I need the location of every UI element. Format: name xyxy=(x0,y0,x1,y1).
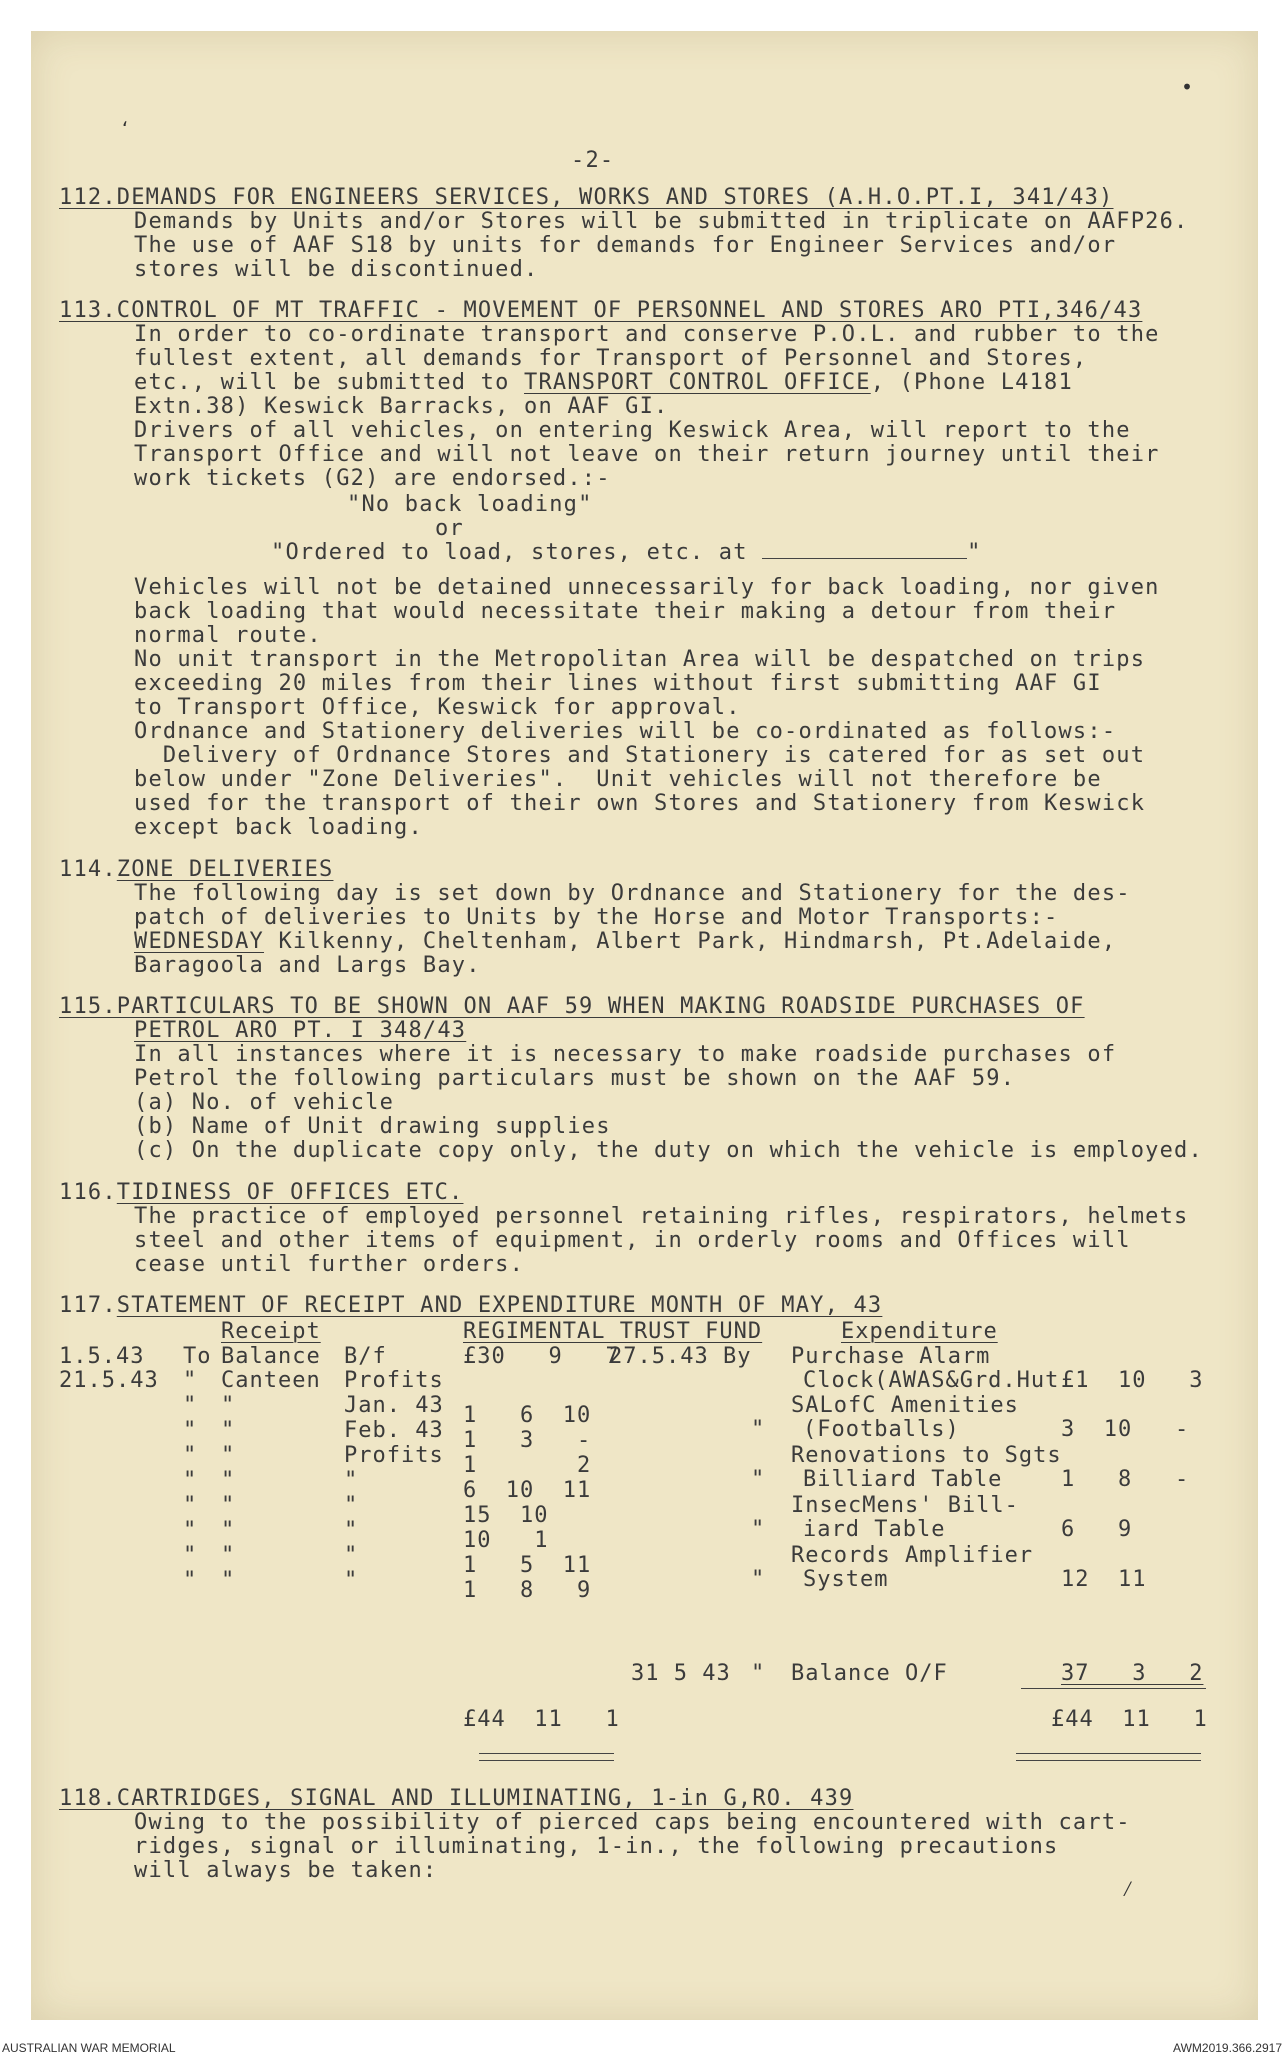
receipt-amount: 1 6 10 xyxy=(463,1403,592,1428)
expenditure-item: Renovations to Sgts xyxy=(791,1443,1062,1468)
text: , (Phone L4181 xyxy=(870,370,1073,395)
receipt-item: " xyxy=(221,1393,236,1418)
para-115-line: In all instances where it is necessary to make roadside purchases of xyxy=(134,1042,1117,1067)
num: 116. xyxy=(59,1180,117,1205)
receipt-detail: Feb. 43 xyxy=(344,1418,444,1443)
receipt-total: £44 11 1 xyxy=(463,1707,620,1732)
double-rule xyxy=(479,1760,614,1761)
receipt-item: " xyxy=(221,1468,236,1493)
expenditure-amount: 6 9 xyxy=(1061,1517,1133,1542)
expenditure-item: InsecMens' Bill- xyxy=(791,1493,1019,1518)
expenditure-item: Records Amplifier xyxy=(791,1543,1034,1568)
num: 114. xyxy=(59,857,117,882)
text: "Ordered to load, stores, etc. at xyxy=(271,540,763,565)
expenditure-item: (Footballs) xyxy=(803,1417,960,1442)
day: WEDNESDAY xyxy=(134,929,265,954)
para-116-line: cease until further orders. xyxy=(134,1252,525,1277)
expenditure-item: System xyxy=(803,1567,889,1592)
expenditure-amount: 12 11 xyxy=(1061,1567,1147,1592)
rule xyxy=(1021,1688,1206,1689)
double-rule xyxy=(479,1753,614,1754)
receipt-amount: 1 2 xyxy=(463,1453,592,1478)
para-113-line: Drivers of all vehicles, on entering Keswick Area, will report to the xyxy=(134,418,1131,443)
receipt-to: To xyxy=(183,1344,212,1369)
receipt-to: " xyxy=(183,1468,198,1493)
para-114-line xyxy=(134,930,1116,955)
expenditure-item: Billiard Table xyxy=(803,1467,1003,1492)
expenditure-mark: " xyxy=(751,1417,766,1442)
expenditure-item: Purchase Alarm xyxy=(791,1344,991,1369)
receipt-to: " xyxy=(183,1443,198,1468)
receipt-date: 21.5.43 xyxy=(59,1368,159,1393)
expenditure-item: Clock(AWAS&Grd.Hut xyxy=(803,1368,1060,1393)
margin-mark: • xyxy=(1181,75,1194,99)
text: " xyxy=(967,540,982,565)
para-114-line: The following day is set down by Ordnance and Stationery for the des- xyxy=(134,881,1131,906)
receipt-detail: Profits xyxy=(344,1368,444,1393)
tco-underlined: TRANSPORT CONTROL OFFICE xyxy=(524,370,871,395)
receipt-item: Balance xyxy=(221,1344,321,1369)
receipt-item: " xyxy=(221,1518,236,1543)
receipt-to: " xyxy=(183,1518,198,1543)
balance-amount: 37 3 2 xyxy=(1061,1661,1204,1686)
para-115-line: Petrol the following particulars must be shown on the AAF 59. xyxy=(134,1066,1016,1091)
para-113-line: Delivery of Ordnance Stores and Stationery is catered for as set out xyxy=(134,743,1146,768)
para-113-line: used for the transport of their own Stores and Stationery from Keswick xyxy=(134,791,1146,816)
double-rule xyxy=(1016,1760,1201,1761)
para-115-line: (a) No. of vehicle xyxy=(134,1090,395,1115)
receipt-to: " xyxy=(183,1543,198,1568)
expenditure-mark: " xyxy=(751,1517,766,1542)
expenditure-amount: 1 8 - xyxy=(1061,1467,1190,1492)
para-115-line: (b) Name of Unit drawing supplies xyxy=(134,1114,611,1139)
para-113-heading: 113.CONTROL OF MT TRAFFIC - MOVEMENT OF PERSONNEL AND STORES ARO PTI,346/43 xyxy=(59,298,1143,323)
para-112-line: stores will be discontinued. xyxy=(134,257,539,282)
receipt-detail: " xyxy=(344,1568,359,1593)
document-sheet xyxy=(31,31,1258,2020)
para-116-line: steel and other items of equipment, in orderly rooms and Offices will xyxy=(134,1228,1131,1253)
receipt-amount: 15 10 xyxy=(463,1503,549,1528)
text: etc., will be submitted to xyxy=(134,370,525,395)
para-114-heading xyxy=(59,858,333,883)
text: Kilkenny, Cheltenham, Albert Park, Hindmarsh, Pt.Adelaide, xyxy=(264,929,1117,954)
pencil-mark: ⁄ xyxy=(1121,1877,1135,1902)
balance-date: 31 5 43 xyxy=(631,1661,731,1686)
para-115-heading: 115.PARTICULARS TO BE SHOWN ON AAF 59 WHEN MAKING ROADSIDE PURCHASES OF xyxy=(59,994,1085,1019)
para-113-line: In order to co-ordinate transport and conserve P.O.L. and rubber to the xyxy=(134,322,1160,347)
receipt-amount: 1 5 11 xyxy=(463,1553,592,1578)
para-114-line: Baragoola and Largs Bay. xyxy=(134,953,481,978)
para-112-heading: 112.DEMANDS FOR ENGINEERS SERVICES, WORKS AND STORES (A.H.O.PT.I, 341/43) xyxy=(59,185,1114,210)
col-receipt: Receipt xyxy=(221,1319,321,1344)
para-113-line: below under "Zone Deliveries". Unit vehicles will not therefore be xyxy=(134,767,1102,792)
receipt-detail: Jan. 43 xyxy=(344,1393,444,1418)
para-113-line: back loading that would necessitate their making a detour from their xyxy=(134,599,1117,624)
heading-text: TIDINESS OF OFFICES ETC. xyxy=(116,1180,464,1205)
para-113-line xyxy=(134,371,1073,396)
quote-ordered-to-load xyxy=(271,541,982,566)
balance-mark: " xyxy=(751,1661,766,1686)
blank-line xyxy=(762,558,967,559)
receipt-detail: " xyxy=(344,1468,359,1493)
col-expenditure: Expenditure xyxy=(841,1319,998,1344)
receipt-item: Canteen xyxy=(221,1368,321,1393)
para-113-line: No unit transport in the Metropolitan Area will be despatched on trips xyxy=(134,647,1146,672)
para-113-line: except back loading. xyxy=(134,815,423,840)
footer-accession-number: AWM2019.366.2917 xyxy=(1173,2041,1282,2055)
receipt-detail: " xyxy=(344,1493,359,1518)
para-117-heading xyxy=(59,1294,882,1319)
para-113-line: Vehicles will not be detained unnecessarily for back loading, nor given xyxy=(134,575,1160,600)
receipt-detail: " xyxy=(344,1518,359,1543)
para-114-line: patch of deliveries to Units by the Horse and Motor Transports:- xyxy=(134,905,1059,930)
page-number: -2- xyxy=(571,148,615,173)
para-113-line: Transport Office and will not leave on their return journey until their xyxy=(134,442,1160,467)
para-115-heading: PETROL ARO PT. I 348/43 xyxy=(134,1018,467,1043)
receipt-detail: Profits xyxy=(344,1443,444,1468)
receipt-to: " xyxy=(183,1493,198,1518)
para-116-heading xyxy=(59,1181,463,1206)
receipt-date: 1.5.43 xyxy=(59,1344,145,1369)
receipt-to: " xyxy=(183,1393,198,1418)
expenditure-total: £44 11 1 xyxy=(1051,1707,1208,1732)
receipt-detail: " xyxy=(344,1543,359,1568)
para-118-line: Owing to the possibility of pierced caps being encountered with cart- xyxy=(134,1810,1131,1835)
num: 117. xyxy=(59,1293,117,1318)
footer-archive-name: AUSTRALIAN WAR MEMORIAL xyxy=(2,2041,176,2055)
receipt-item: " xyxy=(221,1418,236,1443)
receipt-to: " xyxy=(183,1418,198,1443)
receipt-item: " xyxy=(221,1493,236,1518)
expenditure-item: iard Table xyxy=(803,1517,946,1542)
para-113-line: exceeding 20 miles from their lines without first submitting AAF GI xyxy=(134,671,1102,696)
para-118-line: ridges, signal or illuminating, 1-in., the following precautions xyxy=(134,1834,1059,1859)
expenditure-item: SALofC Amenities xyxy=(791,1393,1019,1418)
receipt-item: " xyxy=(221,1443,236,1468)
receipt-detail: B/f xyxy=(344,1344,387,1369)
expenditure-amount: £1 10 3 xyxy=(1061,1368,1204,1393)
para-116-line: The practice of employed personnel retaining rifles, respirators, helmets xyxy=(134,1204,1189,1229)
para-113-line: work tickets (G2) are endorsed.:- xyxy=(134,466,611,491)
receipt-amount: £30 9 7 xyxy=(463,1344,620,1369)
heading-text: ZONE DELIVERIES xyxy=(116,857,334,882)
receipt-to: " xyxy=(183,1568,198,1593)
double-rule xyxy=(1016,1753,1201,1754)
expenditure-mark: " xyxy=(751,1567,766,1592)
col-fund: REGIMENTAL TRUST FUND xyxy=(463,1319,763,1344)
receipt-amount: 1 8 9 xyxy=(463,1578,592,1603)
para-112-line: The use of AAF S18 by units for demands for Engineer Services and/or xyxy=(134,233,1117,258)
receipt-amount: 10 1 xyxy=(463,1528,549,1553)
expenditure-mark: " xyxy=(751,1467,766,1492)
receipt-item: " xyxy=(221,1568,236,1593)
receipt-amount: 6 10 11 xyxy=(463,1478,592,1503)
para-113-line: Extn.38) Keswick Barracks, on AAF GI. xyxy=(134,394,669,419)
para-115-line: (c) On the duplicate copy only, the duty on which the vehicle is employed. xyxy=(134,1138,1203,1163)
receipt-item: " xyxy=(221,1543,236,1568)
receipt-to: " xyxy=(183,1368,198,1393)
para-113-line: to Transport Office, Keswick for approval. xyxy=(134,695,741,720)
heading-text: STATEMENT OF RECEIPT AND EXPENDITURE MONTH OF MAY, 43 xyxy=(116,1293,883,1318)
para-113-line: normal route. xyxy=(134,623,322,648)
para-112-line: Demands by Units and/or Stores will be submitted in triplicate on AAFP26. xyxy=(134,209,1189,234)
quote-no-back-loading: "No back loading" xyxy=(347,492,593,517)
balance-label: Balance O/F xyxy=(791,1661,948,1686)
expenditure-amount: 3 10 - xyxy=(1061,1417,1190,1442)
receipt-amount: 1 3 - xyxy=(463,1428,592,1453)
para-118-line: will always be taken: xyxy=(134,1858,438,1883)
quote-or: or xyxy=(435,516,464,541)
para-113-line: Ordnance and Stationery deliveries will be co-ordinated as follows:- xyxy=(134,719,1117,744)
margin-mark: ، xyxy=(119,107,132,131)
para-118-heading: 118.CARTRIDGES, SIGNAL AND ILLUMINATING, 1-in G,RO. 439 xyxy=(59,1786,854,1811)
para-113-line: fullest extent, all demands for Transport of Personnel and Stores, xyxy=(134,346,1088,371)
exp-date: 27.5.43 By xyxy=(609,1344,752,1369)
